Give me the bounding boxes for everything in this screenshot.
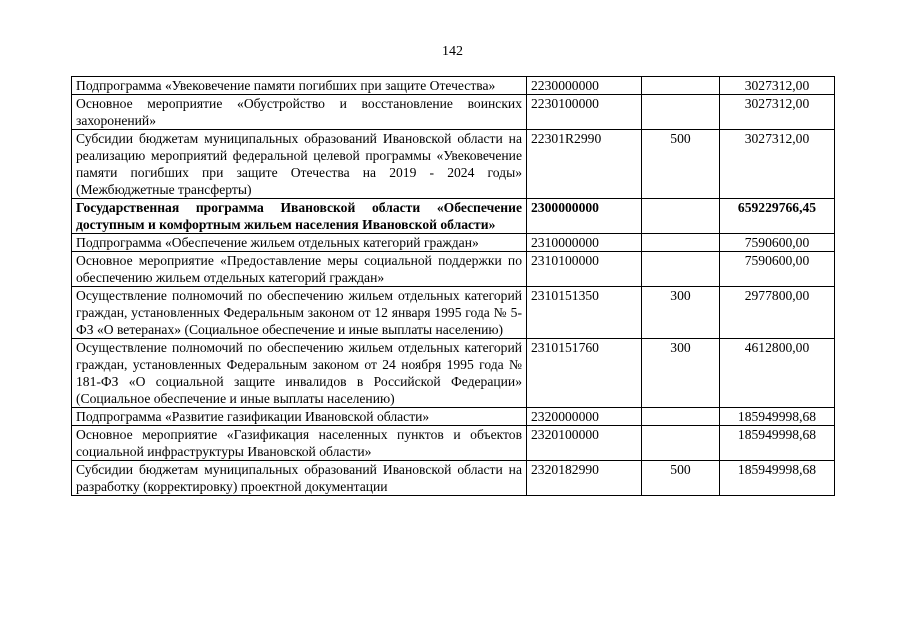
row-name-cell: Основное мероприятие «Газификация населенных пунктов и объектов социальной инфраструктуры Ивановской области» — [72, 426, 527, 461]
row-name-cell: Государственная программа Ивановской области «Обеспечение доступным и комфортным жильем населения Ивановской области» — [72, 199, 527, 234]
row-expense-type-cell — [642, 77, 720, 95]
row-amount-cell: 4612800,00 — [720, 339, 835, 408]
table-row — [72, 287, 835, 339]
row-expense-type-cell: 300 — [642, 287, 720, 339]
row-code-cell: 2230100000 — [527, 95, 642, 130]
row-amount-cell: 185949998,68 — [720, 426, 835, 461]
row-amount-cell: 659229766,45 — [720, 199, 835, 234]
row-code-cell: 2320000000 — [527, 408, 642, 426]
row-name-cell: Подпрограмма «Обеспечение жильем отдельных категорий граждан» — [72, 234, 527, 252]
row-amount-cell: 3027312,00 — [720, 130, 835, 199]
row-code-cell: 2310000000 — [527, 234, 642, 252]
row-name-cell: Подпрограмма «Развитие газификации Ивановской области» — [72, 408, 527, 426]
row-code-cell: 2230000000 — [527, 77, 642, 95]
table-row — [72, 199, 835, 234]
row-code-cell: 2300000000 — [527, 199, 642, 234]
table-row — [72, 426, 835, 461]
row-amount-cell: 185949998,68 — [720, 461, 835, 496]
row-expense-type-cell: 500 — [642, 461, 720, 496]
table-row — [72, 252, 835, 287]
row-code-cell: 22301R2990 — [527, 130, 642, 199]
row-expense-type-cell — [642, 252, 720, 287]
budget-table — [71, 76, 835, 496]
row-name-cell: Субсидии бюджетам муниципальных образований Ивановской области на разработку (корректировку) проектной документации — [72, 461, 527, 496]
table-row — [72, 77, 835, 95]
row-amount-cell: 2977800,00 — [720, 287, 835, 339]
row-name-cell: Основное мероприятие «Обустройство и восстановление воинских захоронений» — [72, 95, 527, 130]
page-number: 142 — [442, 44, 463, 59]
row-code-cell: 2310100000 — [527, 252, 642, 287]
row-amount-cell: 7590600,00 — [720, 252, 835, 287]
row-code-cell: 2310151760 — [527, 339, 642, 408]
row-code-cell: 2320182990 — [527, 461, 642, 496]
row-expense-type-cell — [642, 234, 720, 252]
row-expense-type-cell: 500 — [642, 130, 720, 199]
row-expense-type-cell — [642, 95, 720, 130]
table-row — [72, 339, 835, 408]
row-code-cell: 2310151350 — [527, 287, 642, 339]
row-name-cell: Осуществление полномочий по обеспечению жильем отдельных категорий граждан, установленных Федеральным законом от 12 января 1995 года № 5-ФЗ «О ветеранах» (Социальное обеспечение и иные выплаты населению) — [72, 287, 527, 339]
row-name-cell: Субсидии бюджетам муниципальных образований Ивановской области на реализацию мероприятий федеральной целевой программы «Увековечение памяти погибших при защите Отечества на 2019 - 2024 годы» (Межбюджетные трансферты) — [72, 130, 527, 199]
table-row — [72, 461, 835, 496]
row-amount-cell: 3027312,00 — [720, 77, 835, 95]
row-amount-cell: 7590600,00 — [720, 234, 835, 252]
row-code-cell: 2320100000 — [527, 426, 642, 461]
row-name-cell: Подпрограмма «Увековечение памяти погибших при защите Отечества» — [72, 77, 527, 95]
row-name-cell: Основное мероприятие «Предоставление меры социальной поддержки по обеспечению жильем отдельных категорий граждан» — [72, 252, 527, 287]
table-row — [72, 408, 835, 426]
table-body — [72, 77, 835, 496]
table-row — [72, 95, 835, 130]
table-row — [72, 130, 835, 199]
row-amount-cell: 185949998,68 — [720, 408, 835, 426]
row-expense-type-cell — [642, 426, 720, 461]
row-expense-type-cell: 300 — [642, 339, 720, 408]
row-expense-type-cell — [642, 199, 720, 234]
row-expense-type-cell — [642, 408, 720, 426]
row-amount-cell: 3027312,00 — [720, 95, 835, 130]
table-row — [72, 234, 835, 252]
row-name-cell: Осуществление полномочий по обеспечению жильем отдельных категорий граждан, установленных Федеральным законом от 24 ноября 1995 года № 181-ФЗ «О социальной защите инвалидов в Российской Федерации» (Социальное обеспечение и иные выплаты населению) — [72, 339, 527, 408]
